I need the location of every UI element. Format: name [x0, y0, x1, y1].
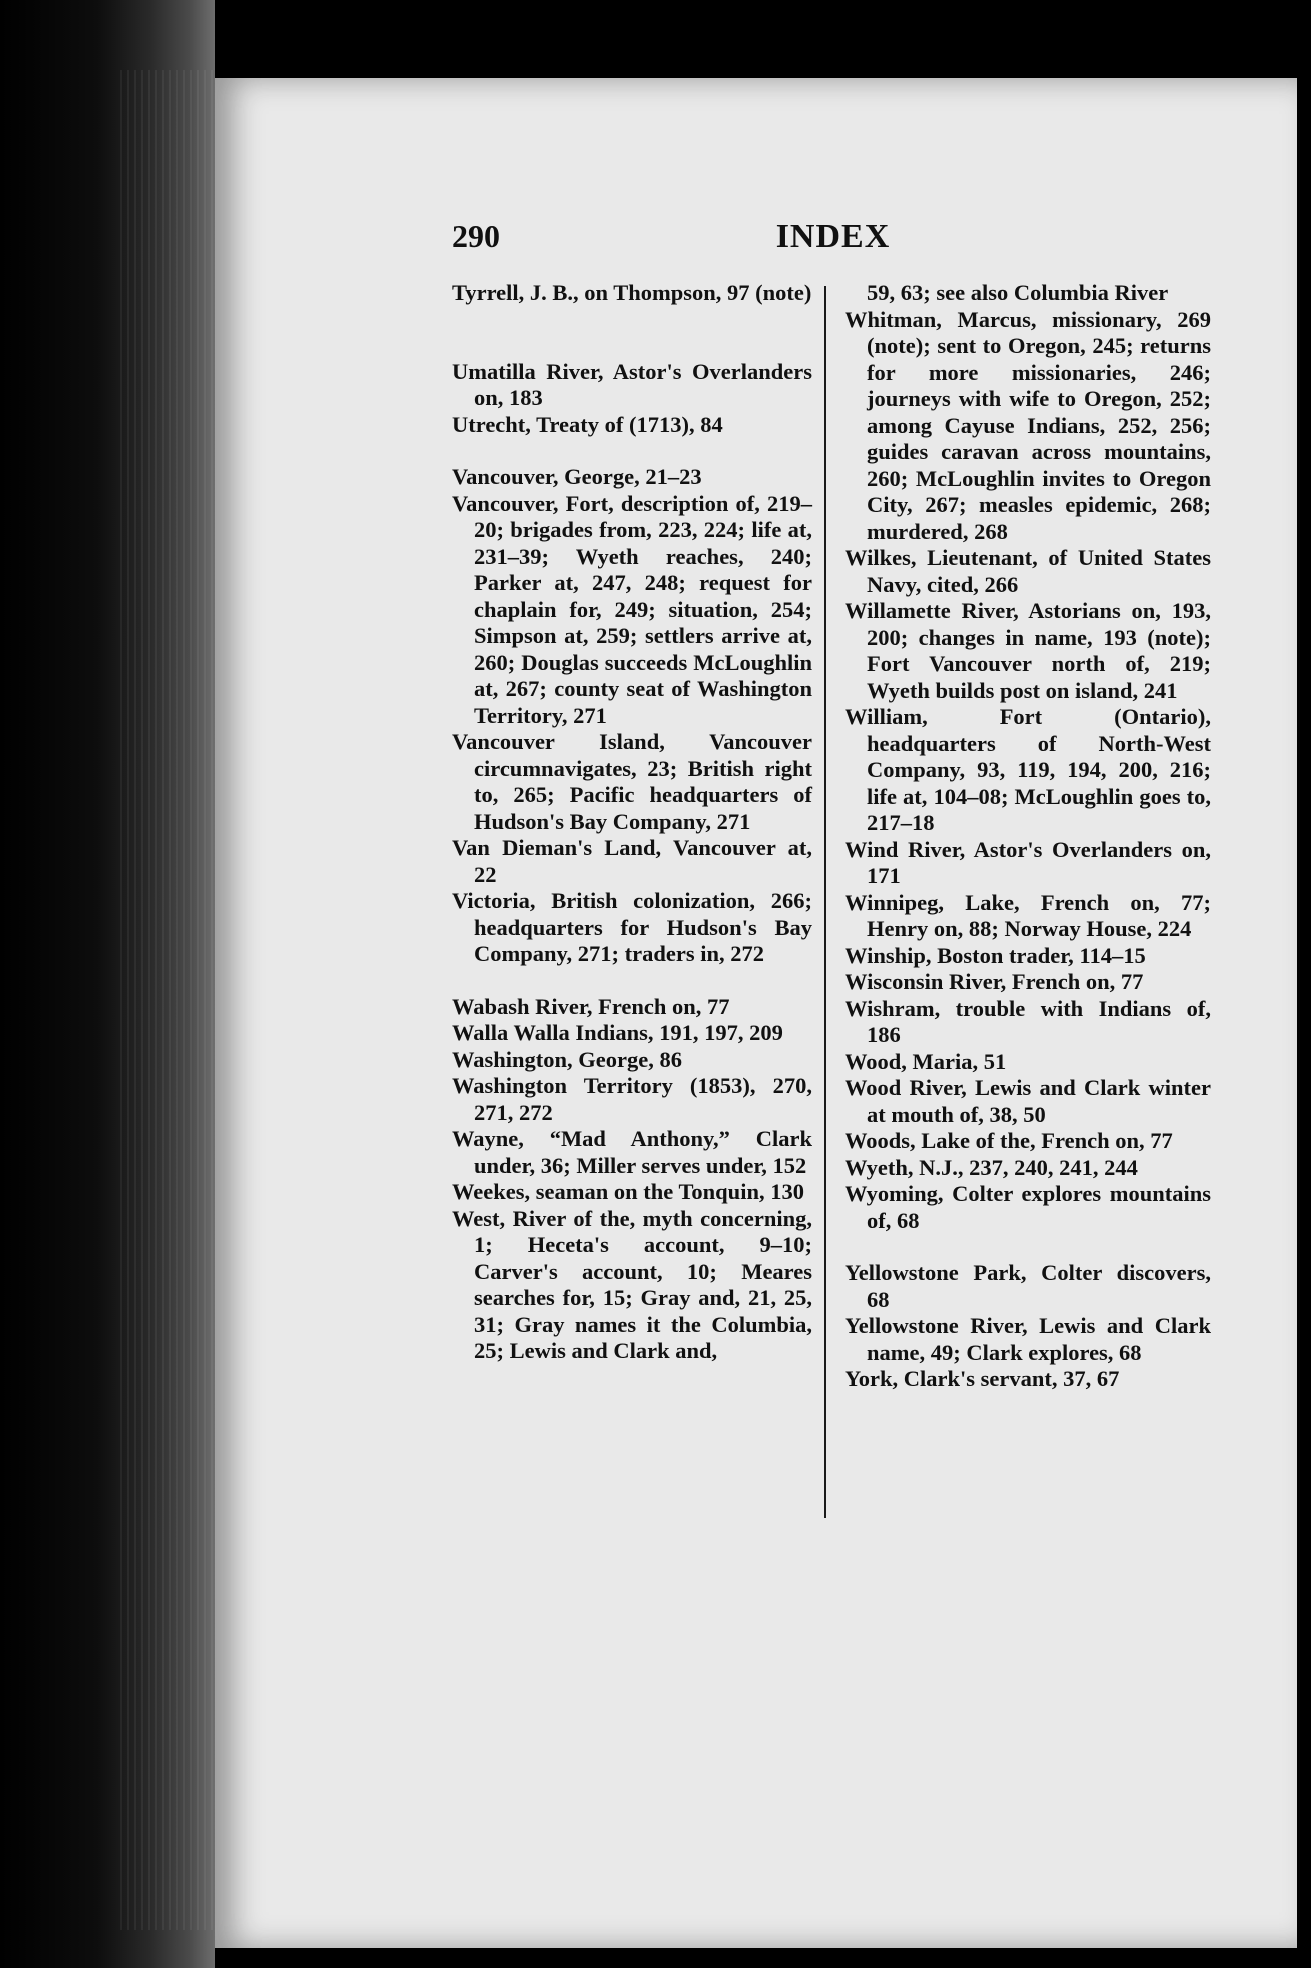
index-entry: Wind River, Astor's Overlanders on, 171 [845, 836, 1211, 888]
index-entry: Vancouver Island, Vancouver circumnavigates, 23; British right to, 265; Pacific headquarters of Hudson's Bay Company, 271 [452, 729, 812, 834]
index-entry: Tyrrell, J. B., on Thompson, 97 (note) [452, 280, 812, 305]
index-entry: 59, 63; see also Columbia River [867, 280, 1169, 305]
index-entry: Vancouver, Fort, description of, 219–20; brigades from, 223, 224; life at, 231–39; Wyeth reaches, 240; Parker at, 247, 248; request for chaplain for, 249; situation, 254; Simpson at, 259; settlers arrive at, 260; Douglas succeeds McLoughlin at, 267; county seat of Washington Territory, 271 [452, 490, 812, 728]
index-entry: Victoria, British colonization, 266; headquarters for Hudson's Bay Company, 271; traders in, 272 [452, 888, 812, 966]
index-entry: Wood River, Lewis and Clark winter at mouth of, 38, 50 [845, 1075, 1211, 1127]
column-divider [824, 286, 826, 1518]
spine-texture [120, 70, 215, 1930]
entry-spacer [452, 968, 812, 994]
index-entry: West, River of the, myth concerning, 1; Heceta's account, 9–10; Carver's account, 10; Meares searches for, 15; Gray and, 21, 25, 31; Gray names it the Columbia, 25; Lewis and Clark and, [452, 1205, 812, 1363]
index-entry: Wilkes, Lieutenant, of United States Navy, cited, 266 [845, 545, 1211, 597]
index-entry: William, Fort (Ontario), headquarters of North-West Company, 93, 119, 194, 200, 216; life at, 104–08; McLoughlin goes to, 217–18 [845, 704, 1211, 835]
index-entry: Wyeth, N.J., 237, 240, 241, 244 [845, 1154, 1138, 1180]
index-entry: Wisconsin River, French on, 77 [845, 969, 1144, 994]
index-entry: Utrecht, Treaty of (1713), 84 [452, 411, 723, 437]
index-entry: Weekes, seaman on the Tonquin, 130 [452, 1179, 804, 1204]
index-entry: Wayne, “Mad Anthony,” Clark under, 36; Miller serves under, 152 [452, 1126, 812, 1178]
index-entry: Willamette River, Astorians on, 193, 200; changes in name, 193 (note); Fort Vancouver north of, 219; Wyeth builds post on island, 241 [845, 598, 1211, 703]
index-entry: Winnipeg, Lake, French on, 77; Henry on, 88; Norway House, 224 [845, 889, 1211, 941]
entry-spacer [452, 307, 812, 359]
index-entry: York, Clark's servant, 37, 67 [845, 1366, 1120, 1391]
index-entry: Washington, George, 86 [452, 1046, 683, 1072]
index-column-left [452, 280, 812, 1365]
page-number: 290 [452, 218, 500, 254]
index-entry: Umatilla River, Astor's Overlanders on, 183 [452, 358, 812, 410]
index-entry: Vancouver, George, 21–23 [452, 464, 702, 489]
index-entry: Wishram, trouble with Indians of, 186 [845, 995, 1211, 1047]
index-entry: Woods, Lake of the, French on, 77 [845, 1128, 1173, 1153]
index-entry: Walla Walla Indians, 191, 197, 209 [452, 1020, 783, 1045]
index-entry: Van Dieman's Land, Vancouver at, 22 [452, 835, 812, 887]
index-column-right [845, 280, 1211, 1393]
index-entry: Yellowstone Park, Colter discovers, 68 [845, 1260, 1211, 1312]
entry-spacer [452, 438, 812, 464]
entry-spacer [845, 1234, 1211, 1260]
page-edge-shadow [1297, 0, 1311, 1968]
running-title: INDEX [775, 218, 891, 255]
page-header [452, 218, 1214, 264]
index-entry: Wabash River, French on, 77 [452, 993, 730, 1019]
index-entry: Winship, Boston trader, 114–15 [845, 942, 1146, 968]
index-entry: Yellowstone River, Lewis and Clark name, 49; Clark explores, 68 [845, 1313, 1211, 1365]
index-entry: Wyoming, Colter explores mountains of, 68 [845, 1181, 1211, 1233]
index-entry: Whitman, Marcus, missionary, 269 (note); sent to Oregon, 245; returns for more missionaries, 246; journeys with wife to Oregon, 252; among Cayuse Indians, 252, 256; guides caravan across mountains, 260; McLoughlin invites to Oregon City, 267; measles epidemic, 268; murdered, 268 [845, 306, 1211, 544]
index-entry: Washington Territory (1853), 270, 271, 272 [452, 1073, 812, 1125]
index-entry: Wood, Maria, 51 [845, 1048, 1007, 1074]
